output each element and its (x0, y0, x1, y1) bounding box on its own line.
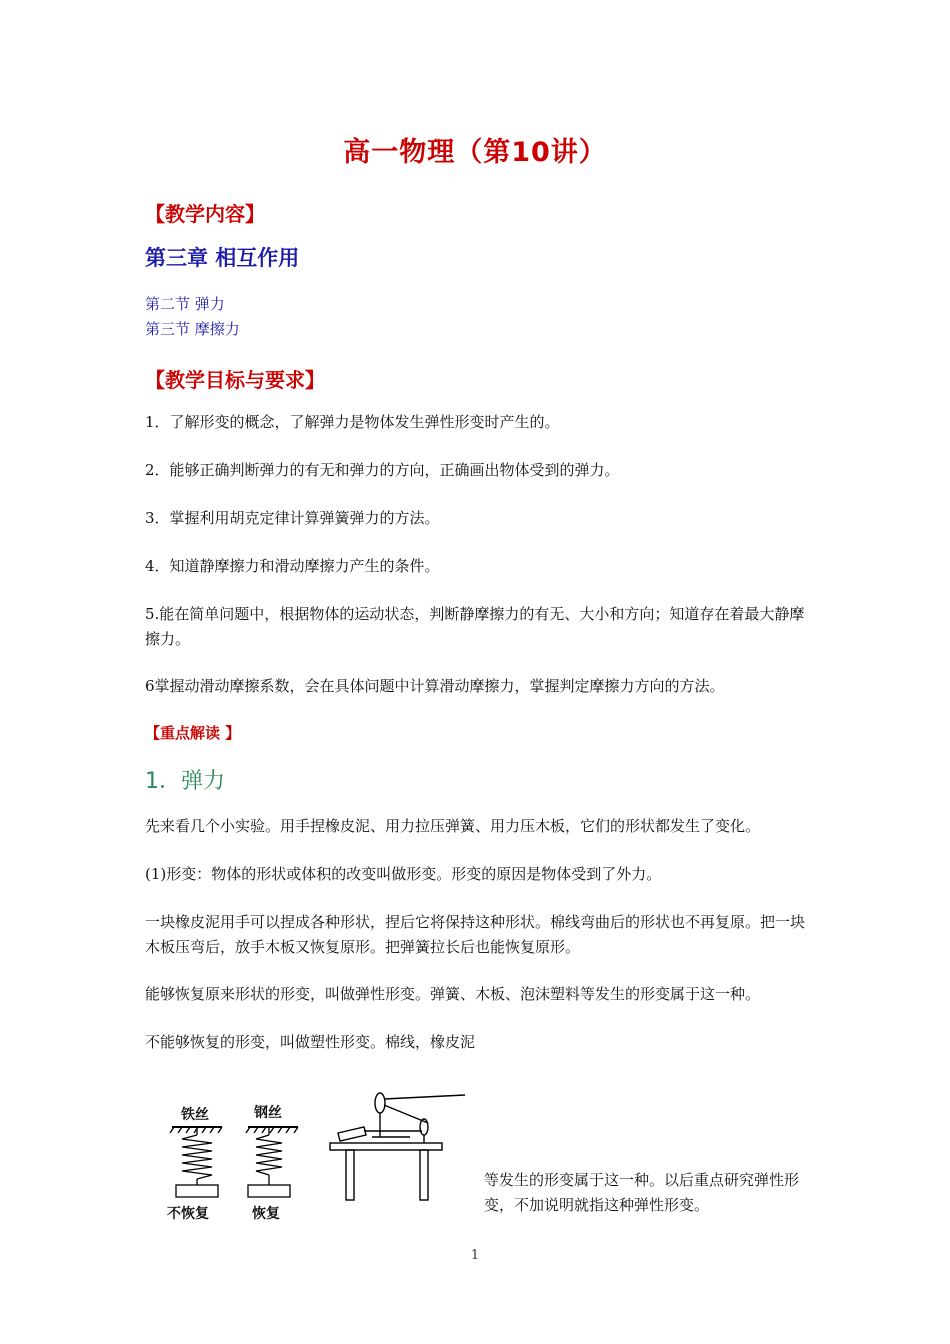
iron-spring-icon (170, 1127, 222, 1197)
body-paragraph: (1)形变：物体的形状或体积的改变叫做形变。形变的原因是物体受到了外力。 (145, 865, 662, 883)
body-paragraph: 先来看几个小实验。用手捏橡皮泥、用力拉压弹簧、用力压木板，它们的形状都发生了变化。 (145, 817, 761, 835)
goal-item: 3．掌握利用胡克定律计算弹簧弹力的方法。 (145, 509, 440, 527)
goal-item: 4．知道静摩擦力和滑动摩擦力产生的条件。 (145, 557, 440, 575)
steel-wire-label: 钢丝 (254, 1105, 282, 1121)
recover-label: 恢复 (252, 1206, 280, 1222)
page-number: 1 (470, 1248, 480, 1263)
body-paragraph: 一块橡皮泥用手可以捏成各种形状，捏后它将保持这种形状。棉线弯曲后的形状也不再复原。把一块木板压弯后，放手木板又恢复原形。把弹簧拉长后也能恢复原形。 (145, 913, 806, 956)
no-recover-label: 不恢复 (167, 1206, 209, 1222)
goal-item: 6掌握动滑动摩擦系数，会在具体问题中计算滑动摩擦力，掌握判定摩擦力方向的方法。 (145, 677, 725, 695)
section-item: 第三节 摩擦力 (145, 320, 240, 338)
section-item: 第二节 弹力 (145, 295, 225, 313)
goal-item: 1．了解形变的概念，了解弹力是物体发生弹性形变时产生的。 (145, 413, 560, 431)
steel-spring-icon (246, 1127, 298, 1197)
body-paragraph: 不能够恢复的形变，叫做塑性形变。棉线，橡皮泥 (145, 1033, 476, 1051)
elasticity-heading: 1．弹力 (145, 769, 225, 794)
chapter-title: 第三章 相互作用 (145, 246, 300, 270)
body-paragraph: 能够恢复原来形状的形变，叫做弹性形变。弹簧、木板、泡沫塑料等发生的形变属于这一种。 (145, 985, 761, 1003)
key-points-heading: 【重点解读 】 (145, 724, 241, 742)
goal-item: 2．能够正确判断弹力的有无和弹力的方向，正确画出物体受到的弹力。 (145, 461, 620, 479)
goals-heading: 【教学目标与要求】 (145, 368, 325, 392)
figure-caption: 等发生的形变属于这一种。以后重点研究弹性形变，不加说明就指这种弹性形变。 (484, 1171, 800, 1214)
goal-item: 5.能在简单问题中，根据物体的运动状态，判断静摩擦力的有无、大小和方向；知道存在着最大静摩擦力。 (145, 605, 805, 648)
iron-wire-label: 铁丝 (181, 1107, 209, 1123)
deformation-figure (160, 1085, 480, 1235)
page-title: 高一物理（第10讲） (343, 137, 607, 168)
spring-apparatus-drawing (160, 1085, 480, 1235)
bench-apparatus-icon (330, 1093, 465, 1200)
teaching-content-heading: 【教学内容】 (145, 202, 265, 226)
